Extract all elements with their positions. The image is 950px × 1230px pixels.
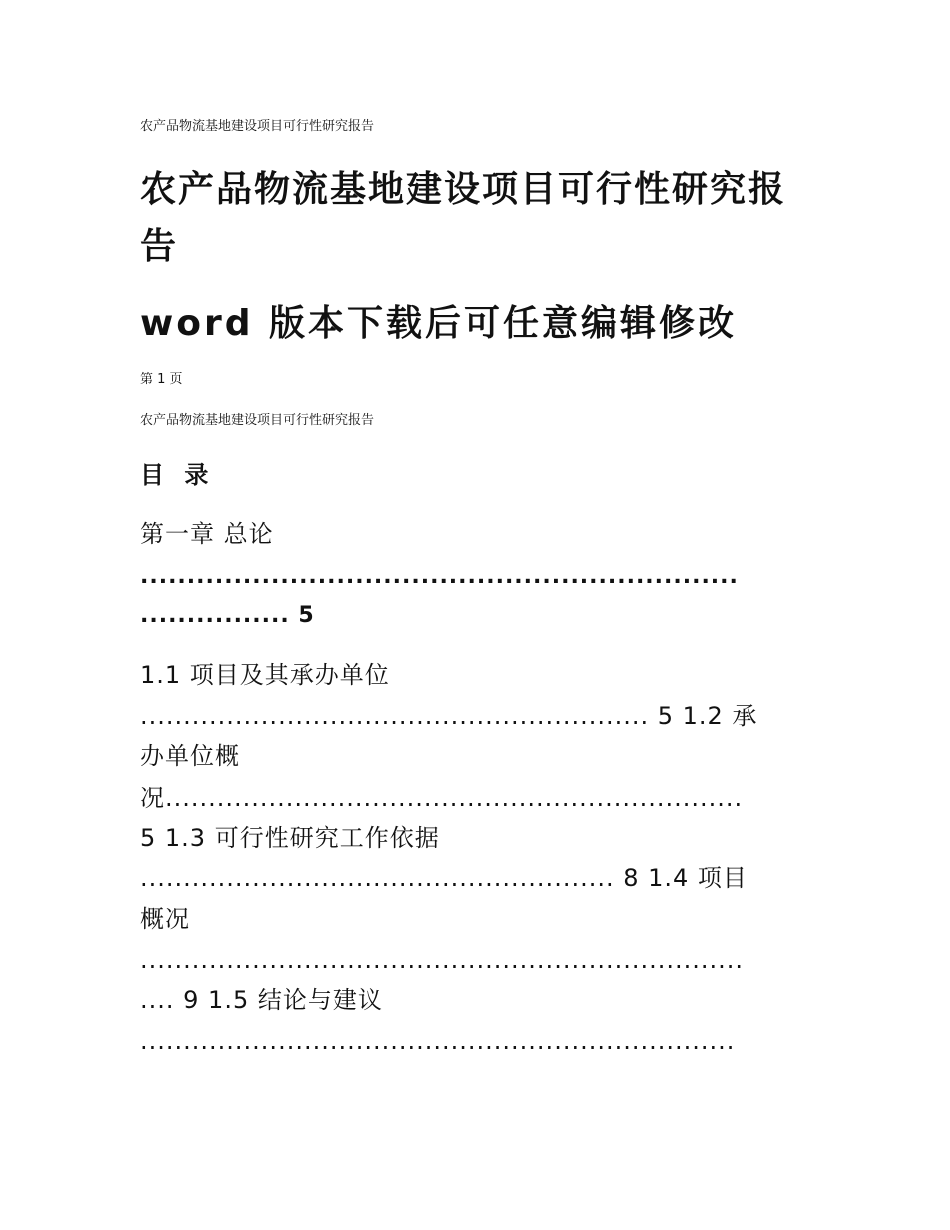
- toc-chapter-1-page: ................ 5: [140, 603, 315, 628]
- page-number: 第 1 页: [140, 372, 183, 387]
- toc-line: 办单位概: [140, 742, 240, 770]
- toc-chapter-1: 第一章 总论: [140, 520, 274, 548]
- document-title-line-2: 告: [140, 226, 179, 267]
- toc-chapter-1-leader: ................................................................: [140, 564, 739, 589]
- toc-line: .... 9 1.5 结论与建议: [140, 986, 383, 1014]
- toc-line: .....................................................................: [140, 1027, 736, 1055]
- toc-heading: 目 录: [140, 461, 215, 489]
- document-title-line-1: 农产品物流基地建设项目可行性研究报: [140, 169, 787, 210]
- toc-line: ....................................................... 8 1.4 项目: [140, 864, 748, 892]
- document-subtitle: word 版本下载后可任意编辑修改: [140, 303, 738, 344]
- toc-line: 概况: [140, 905, 190, 933]
- toc-line: 况...................................................................: [140, 784, 744, 812]
- toc-line: ......................................................................: [140, 946, 745, 974]
- toc-line: 1.1 项目及其承办单位: [140, 661, 390, 689]
- running-header: 农产品物流基地建设项目可行性研究报告: [140, 119, 375, 134]
- running-header-repeat: 农产品物流基地建设项目可行性研究报告: [140, 413, 375, 428]
- toc-line: ........................................................... 5 1.2 承: [140, 702, 758, 730]
- toc-line: 5 1.3 可行性研究工作依据: [140, 824, 440, 852]
